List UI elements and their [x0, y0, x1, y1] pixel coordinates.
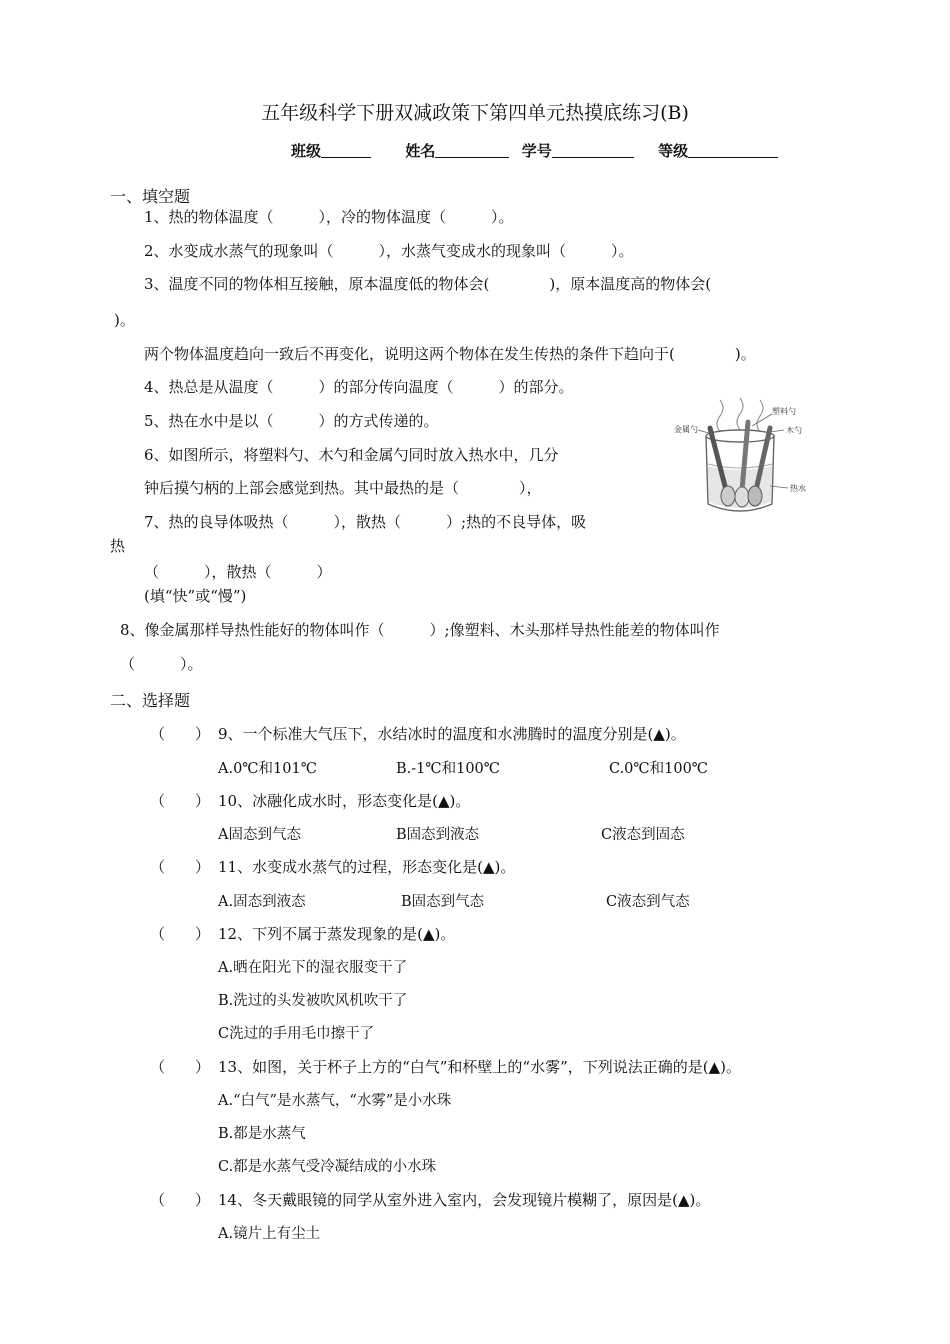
grade-blank[interactable]	[688, 143, 778, 158]
option-10b[interactable]: B固态到液态	[396, 827, 480, 843]
question-11: 11、水变成水蒸气的过程，形态变化是(▲)。	[218, 858, 516, 876]
option-11a[interactable]: A.固态到液态	[218, 894, 306, 910]
option-9b[interactable]: B.-1℃和100℃	[396, 761, 501, 777]
question-12: 12、下列不属于蒸发现象的是(▲)。	[218, 925, 456, 943]
question-3-line1: 3、温度不同的物体相互接触，原本温度低的物体会( )，原本温度高的物体会(	[144, 275, 712, 293]
class-label: 班级	[291, 143, 322, 160]
plastic-spoon	[735, 422, 749, 507]
label-leader	[770, 430, 784, 432]
option-12c[interactable]: C洗过的手用毛巾擦干了	[218, 1026, 375, 1042]
question-8-line1: 8、像金属那样导热性能好的物体叫作（ ）;像塑料、木头那样导热性能差的物体叫作	[120, 621, 720, 639]
steam-line	[717, 400, 723, 432]
question-7-line2: 热	[110, 537, 126, 555]
option-13c[interactable]: C.都是水蒸气受冷凝结成的小水珠	[218, 1159, 437, 1175]
name-label: 姓名	[405, 143, 436, 160]
option-12b[interactable]: B.洗过的头发被吹风机吹干了	[218, 993, 408, 1009]
label-wooden-spoon: 木勺	[786, 426, 802, 435]
question-2: 2、水变成水蒸气的现象叫（ ），水蒸气变成水的现象叫（ ）。	[144, 242, 634, 260]
option-11c[interactable]: C液态到气态	[606, 894, 690, 910]
option-10c[interactable]: C液态到固态	[601, 827, 685, 843]
student-info-row	[291, 140, 778, 161]
section-heading-choice: 二、选择题	[110, 691, 191, 710]
label-plastic-spoon: 塑料勺	[772, 407, 796, 416]
question-6-line1: 6、如图所示，将塑料勺、木勺和金属勺同时放入热水中，几分	[144, 446, 559, 464]
class-blank[interactable]	[321, 143, 371, 158]
answer-paren-11[interactable]: （ ）	[150, 858, 211, 876]
question-1: 1、热的物体温度（ ），冷的物体温度（ ）。	[144, 208, 514, 226]
answer-paren-9[interactable]: （ ）	[150, 725, 211, 743]
question-14: 14、冬天戴眼镜的同学从室外进入室内，会发现镜片模糊了，原因是(▲)。	[218, 1191, 711, 1209]
question-4: 4、热总是从温度（ ）的部分传向温度（ ）的部分。	[144, 378, 574, 396]
question-13: 13、如图，关于杯子上方的“白气”和杯壁上的“水雾”，下列说法正确的是(▲)。	[218, 1058, 742, 1076]
number-label: 学号	[521, 143, 552, 160]
question-6-line2: 钟后摸勺柄的上部会感觉到热。其中最热的是（ ），	[144, 479, 542, 497]
question-7-line1: 7、热的良导体吸热（ ），散热（ ）;热的不良导体，吸	[144, 513, 587, 531]
question-3-line3: 两个物体温度趋向一致后不再变化，说明这两个物体在发生传热的条件下趋向于( )。	[144, 345, 756, 363]
page-title: 五年级科学下册双减政策下第四单元热摸底练习(B)	[261, 102, 689, 124]
option-14a[interactable]: A.镜片上有尘土	[218, 1226, 321, 1242]
number-blank[interactable]	[552, 143, 634, 158]
label-metal-spoon: 金属勺	[674, 425, 698, 434]
answer-paren-13[interactable]: （ ）	[150, 1058, 211, 1076]
steam-line	[757, 400, 763, 432]
question-8-line2: （ ）。	[120, 655, 203, 673]
question-9: 9、一个标准大气压下，水结冰时的温度和水沸腾时的温度分别是(▲)。	[218, 725, 686, 743]
beaker-rim	[706, 430, 774, 442]
option-12a[interactable]: A.晒在阳光下的湿衣服变干了	[218, 960, 408, 976]
spoons-in-hot-water-figure	[668, 392, 818, 522]
question-3-line2: )。	[114, 311, 135, 329]
label-hot-water: 热水	[790, 484, 806, 493]
label-leader	[752, 414, 772, 426]
answer-paren-12[interactable]: （ ）	[150, 925, 211, 943]
name-blank[interactable]	[435, 143, 509, 158]
question-5: 5、热在水中是以（ ）的方式传递的。	[144, 412, 439, 430]
question-7-line3: （ ），散热（ ）	[144, 563, 332, 581]
steam-line	[737, 398, 743, 430]
option-10a[interactable]: A固态到气态	[218, 827, 301, 843]
question-10: 10、冰融化成水时，形态变化是(▲)。	[218, 792, 471, 810]
option-9a[interactable]: A.0℃和101℃	[218, 761, 317, 777]
grade-label: 等级	[658, 143, 689, 160]
option-13b[interactable]: B.都是水蒸气	[218, 1126, 306, 1142]
answer-paren-10[interactable]: （ ）	[150, 792, 211, 810]
section-heading-fill-blank: 一、填空题	[110, 187, 191, 206]
option-9c[interactable]: C.0℃和100℃	[609, 761, 709, 777]
option-13a[interactable]: A.“白气”是水蒸气，“水雾”是小水珠	[218, 1093, 452, 1109]
answer-paren-14[interactable]: （ ）	[150, 1191, 211, 1209]
question-7-hint: (填“快”或“慢”)	[144, 587, 247, 605]
option-11b[interactable]: B固态到气态	[401, 894, 485, 910]
